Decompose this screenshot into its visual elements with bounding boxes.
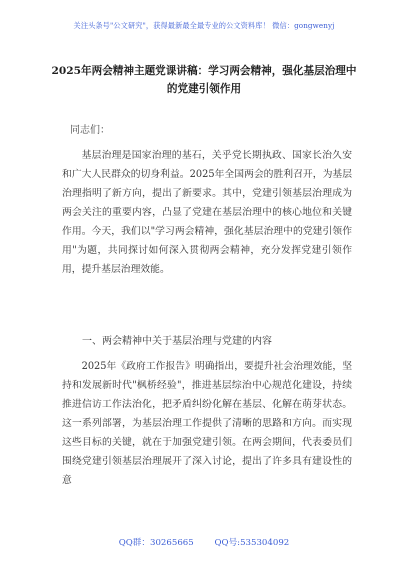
- footer-qq-group: QQ群：30265665: [118, 538, 194, 548]
- section-paragraph: 2025年《政府工作报告》明确指出，要提升社会治理效能，坚持和发展新时代"枫桥经验"，推进基层综治中心规范化建设，持续推进信访工作法治化，把矛盾纠纷化解在基层、化解在萌芽状态。这一系列部署，为基层治理工作提供了清晰的思路和方向。而实现这些目标的关键，就在于加强党建引领。在两会期间，代表委员们围绕党建引领基层治理展开了深入讨论，提出了许多具有建设性的意: [62, 361, 352, 486]
- document-title: 2025年两会精神主题党课讲稿：学习两会精神，强化基层治理中的党建引领作用: [51, 65, 357, 95]
- footer-contact: [0, 536, 408, 548]
- header-notice: 关注头条号"公文研究"，获得最新最全最专业的公文资料库！ 微信：gongwenyj: [73, 21, 335, 30]
- footer-qq-number: QQ号:535304092: [214, 538, 290, 548]
- salutation: 同志们：: [70, 125, 110, 136]
- intro-paragraph: 基层治理是国家治理的基石，关乎党长期执政、国家长治久安和广大人民群众的切身利益。2025年全国两会的胜利召开，为基层治理指明了新方向，提出了新要求。其中，党建引领基层治理成为两会关注的重要内容，凸显了党建在基层治理中的核心地位和关键作用。今天，我们以"学习两会精神，强化基层治理中的党建引领作用"为题，共同探讨如何深入贯彻两会精神，充分发挥党建引领作用，提升基层治理效能。: [62, 150, 352, 275]
- section-heading: 一、两会精神中关于基层治理与党建的内容: [82, 336, 272, 347]
